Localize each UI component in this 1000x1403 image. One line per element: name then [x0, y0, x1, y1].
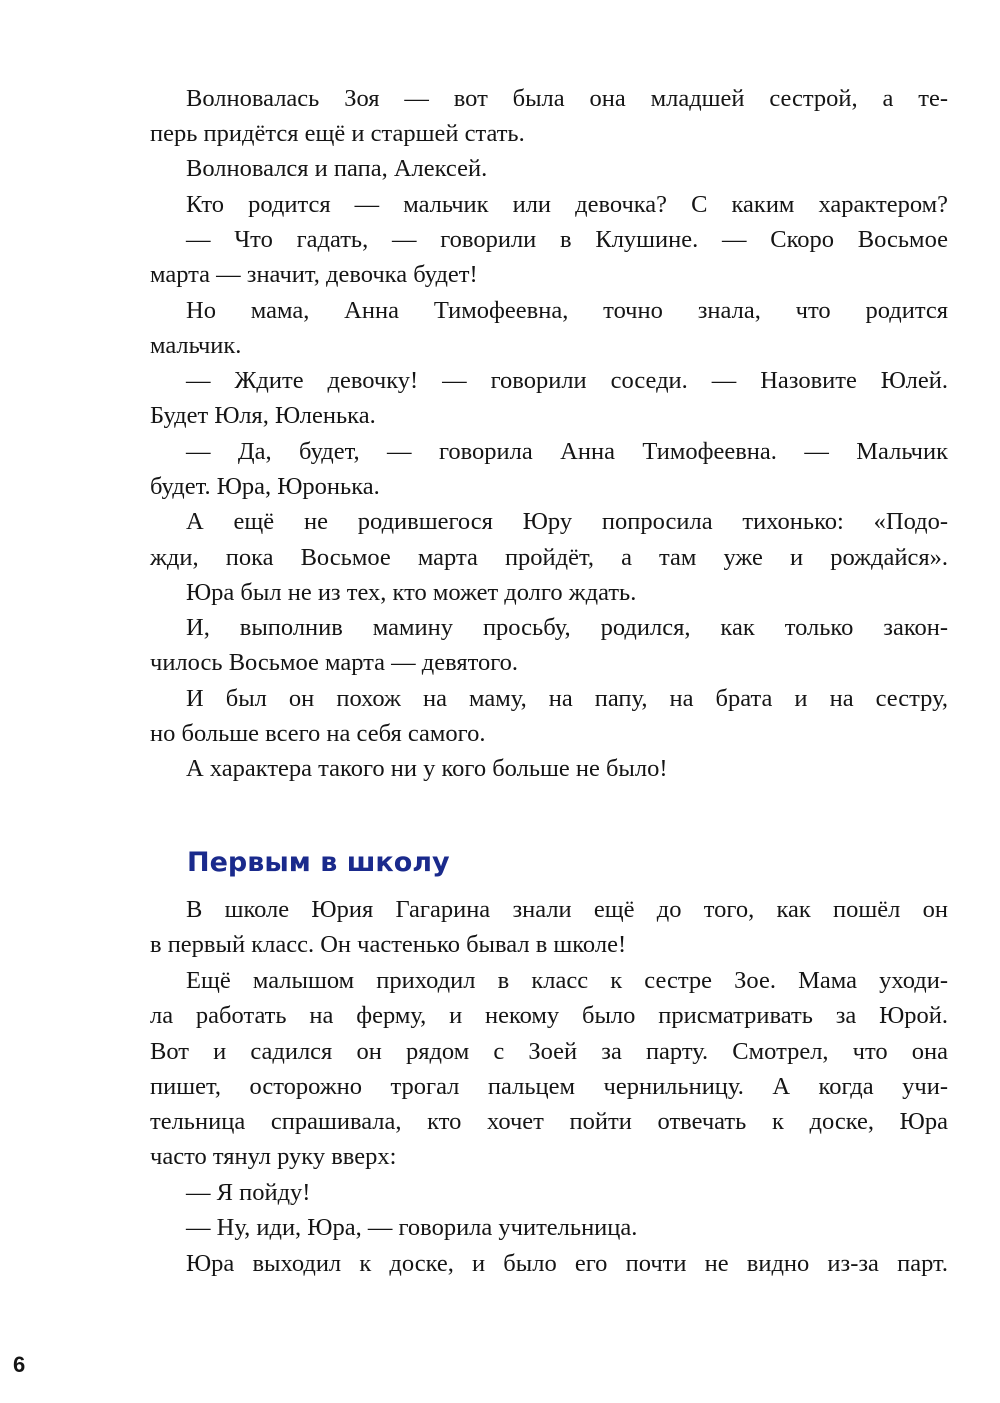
section-heading: Первым в школу	[187, 847, 450, 878]
text-line: будет. Юра, Юронька.	[150, 473, 380, 500]
text-line: — Ждите девочку! — говорили соседи. — Назовите Юлей.	[186, 367, 948, 394]
text-line: И, выполнив мамину просьбу, родился, как только закон-	[186, 614, 948, 641]
text-line: чилось Восьмое марта — девятого.	[150, 649, 519, 676]
text-line: Волновался и папа, Алексей.	[186, 155, 488, 182]
text-line: А ещё не родившегося Юру попросила тихонько: «Подо-	[186, 508, 948, 535]
text-line: — Ну, иди, Юра, — говорила учительница.	[186, 1214, 638, 1241]
text-line: Ещё малышом приходил в класс к сестре Зое. Мама уходи-	[186, 967, 948, 994]
text-line: Юра был не из тех, кто может долго ждать.	[186, 579, 637, 606]
text-line: Волновалась Зоя — вот была она младшей сестрой, а те-	[186, 85, 948, 112]
text-line: пишет, осторожно трогал пальцем чернильницу. А когда учи-	[150, 1073, 948, 1100]
text-line: В школе Юрия Гагарина знали ещё до того, как пошёл он	[186, 896, 948, 923]
text-line: Юра выходил к доске, и было его почти не видно из-за парт.	[186, 1250, 948, 1277]
text-line: Вот и садился он рядом с Зоей за парту. Смотрел, что она	[150, 1038, 948, 1065]
text-line: Но мама, Анна Тимофеевна, точно знала, что родится	[186, 297, 948, 324]
text-line: ла работать на ферму, и некому было присматривать за Юрой.	[150, 1002, 948, 1029]
text-line: жди, пока Восьмое марта пройдёт, а там уже и рождайся».	[150, 544, 948, 571]
text-line: А характера такого ни у кого больше не было!	[186, 755, 668, 782]
text-line: И был он похож на маму, на папу, на брата и на сестру,	[186, 685, 948, 712]
text-line: в первый класс. Он частенько бывал в школе!	[150, 931, 627, 958]
text-line: но больше всего на себя самого.	[150, 720, 486, 747]
text-line: — Что гадать, — говорили в Клушине. — Скоро Восьмое	[186, 226, 948, 253]
text-line: Кто родится — мальчик или девочка? С каким характером?	[186, 191, 948, 218]
text-line: перь придётся ещё и старшей стать.	[150, 120, 525, 147]
text-line: часто тянул руку вверх:	[150, 1143, 397, 1170]
text-line: — Да, будет, — говорила Анна Тимофеевна. — Мальчик	[186, 438, 948, 465]
text-line: мальчик.	[150, 332, 242, 359]
page-number: 6	[13, 1352, 26, 1377]
text-line: — Я пойду!	[186, 1179, 311, 1206]
text-line: Будет Юля, Юленька.	[150, 402, 376, 429]
text-line: тельница спрашивала, кто хочет пойти отвечать к доске, Юра	[150, 1108, 948, 1135]
text-line: марта — значит, девочка будет!	[150, 261, 478, 288]
